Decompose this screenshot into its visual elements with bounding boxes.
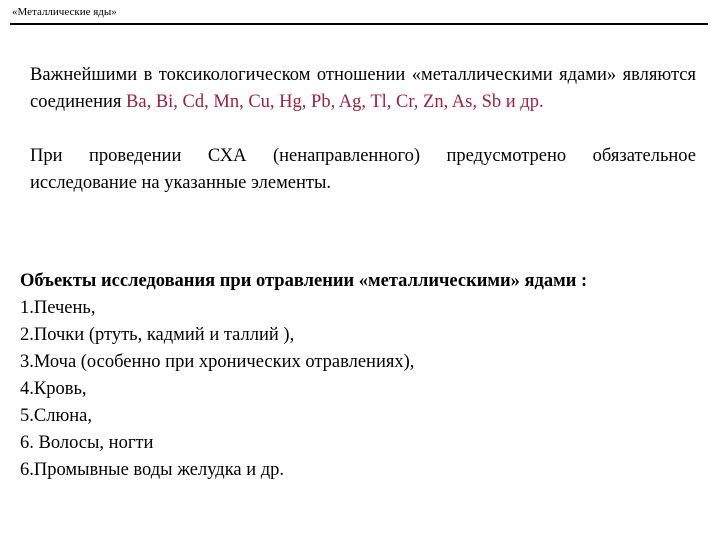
objects-section bbox=[20, 268, 696, 484]
objects-list-item: 3.Моча (особенно при хронических отравлениях), bbox=[20, 352, 415, 372]
header-divider bbox=[10, 23, 708, 25]
slide-header bbox=[0, 0, 720, 26]
objects-list-item: 1.Печень, bbox=[20, 298, 96, 318]
intro-section bbox=[30, 62, 696, 197]
objects-list-item: 5.Слюна, bbox=[20, 406, 93, 426]
intro-paragraph-1-text: Важнейшими в токсикологическом отношении «металлическими ядами» являются соединения bbox=[30, 65, 696, 112]
objects-list-item: 4.Кровь, bbox=[20, 379, 87, 399]
intro-paragraph-2: При проведении СХА (ненаправленного) предусмотрено обязательное исследование на указанные элементы. bbox=[30, 146, 696, 193]
objects-list-item: 6. Волосы, ногти bbox=[20, 433, 154, 453]
objects-heading: Объекты исследования при отравлении «металлическими» ядами : bbox=[20, 271, 588, 291]
objects-list-item: 6.Промывные воды желудка и др. bbox=[20, 460, 285, 480]
objects-list bbox=[20, 295, 696, 484]
header-title: «Металлические яды» bbox=[12, 6, 117, 18]
metal-elements-list: Ba, Bi, Cd, Mn, Cu, Hg, Pb, Ag, Tl, Cr, Zn, As, Sb и др. bbox=[126, 92, 544, 112]
intro-paragraph-1 bbox=[30, 62, 696, 116]
objects-list-item: 2.Почки (ртуть, кадмий и таллий ), bbox=[20, 325, 295, 345]
